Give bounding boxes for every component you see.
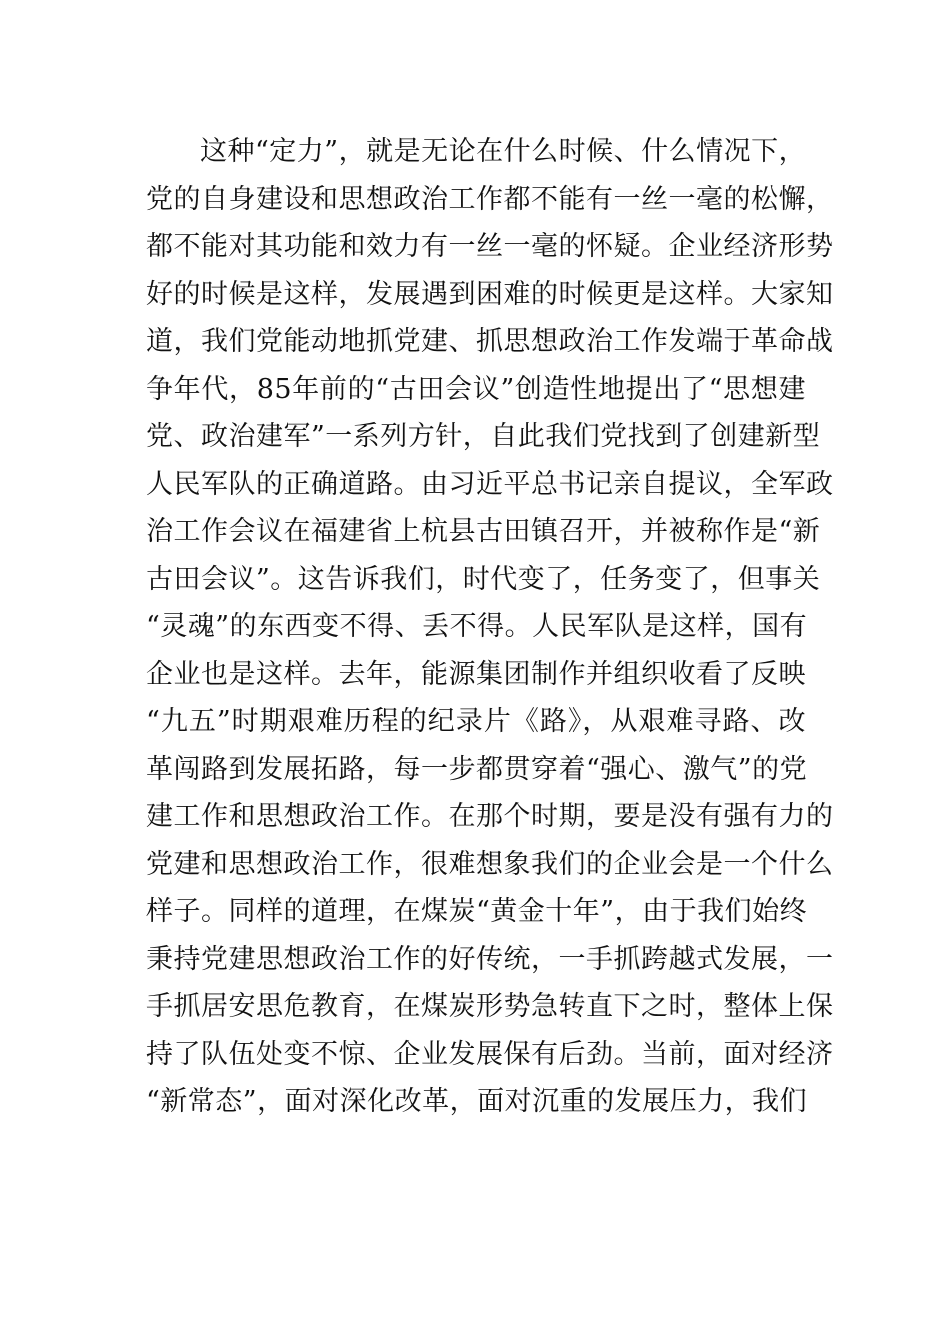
paragraph-line: “九五”时期艰难历程的纪录片《路》，从艰难寻路、改: [146, 706, 806, 737]
paragraph-line: 企业也是这样。去年，能源集团制作并组织收看了反映: [146, 658, 806, 690]
paragraph-line: “新常态”，面对深化改革，面对沉重的发展压力，我们: [146, 1086, 808, 1117]
paragraph-line: 这种“定力”，就是无论在什么时候、什么情况下，: [200, 136, 807, 167]
paragraph-line: 手抓居安思危教育，在煤炭形势急转直下之时，整体上保: [146, 991, 834, 1022]
paragraph-line: 道，我们党能动地抓党建、抓思想政治工作发端于革命战: [146, 326, 834, 357]
paragraph-line: 秉持党建思想政治工作的好传统，一手抓跨越式发展，一: [146, 943, 834, 975]
paragraph-line: 党的自身建设和思想政治工作都不能有一丝一毫的松懈，: [146, 183, 834, 215]
paragraph-line: 建工作和思想政治工作。在那个时期，要是没有强有力的: [146, 801, 834, 832]
paragraph-line: 治工作会议在福建省上杭县古田镇召开，并被称作是“新: [146, 516, 821, 547]
paragraph-line: 争年代，85年前的“古田会议”创造性地提出了“思想建: [146, 373, 806, 405]
paragraph-line: 样子。同样的道理，在煤炭“黄金十年”，由于我们始终: [146, 896, 808, 927]
paragraph-line: 党、政治建军”一系列方针，自此我们党找到了创建新型: [146, 421, 821, 452]
paragraph-line: “灵魂”的东西变不得、丢不得。人民军队是这样，国有: [146, 611, 808, 642]
paragraph-line: 革闯路到发展拓路，每一步都贯穿着“强心、激气”的党: [146, 753, 808, 785]
body-paragraph: [146, 128, 834, 1126]
paragraph-line: 人民军队的正确道路。由习近平总书记亲自提议，全军政: [146, 468, 834, 500]
paragraph-line: 持了队伍处变不惊、企业发展保有后劲。当前，面对经济: [146, 1038, 834, 1070]
paragraph-line: 都不能对其功能和效力有一丝一毫的怀疑。企业经济形势: [146, 231, 834, 262]
paragraph-line: 好的时候是这样，发展遇到困难的时候更是这样。大家知: [146, 278, 834, 310]
paragraph-line: 党建和思想政治工作，很难想象我们的企业会是一个什么: [146, 848, 834, 880]
paragraph-line: 古田会议”。这告诉我们，时代变了，任务变了，但事关: [146, 563, 821, 595]
